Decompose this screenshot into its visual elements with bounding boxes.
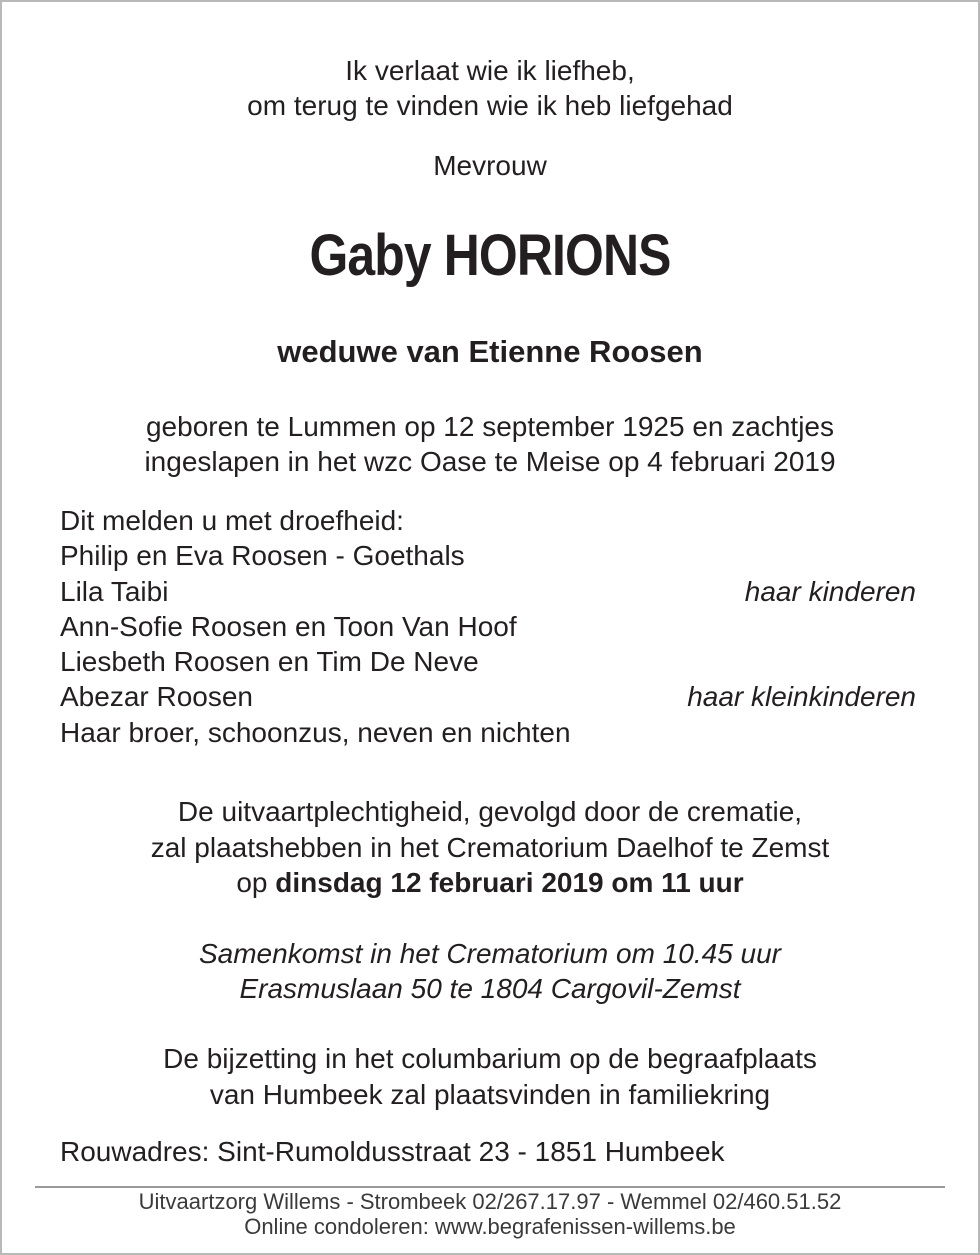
title-salutation: Mevrouw [433,150,547,181]
grandchildren-note: haar kleinkinderen [687,681,916,712]
quote-line-2: om terug te vinden wie ik heb liefgehad [247,90,733,121]
ceremony-date: dinsdag 12 februari 2019 om 11 uur [275,867,744,898]
ceremony-line-1: De uitvaartplechtigheid, gevolgd door de crematie, [177,796,803,827]
interment-line-1: De bijzetting in het columbarium op de begraafplaats [163,1043,817,1074]
mourning-address: Rouwadres: Sint-Rumoldusstraat 23 - 1851 Humbeek [60,1136,725,1167]
mourner-line: Philip en Eva Roosen - Goethals [60,540,465,571]
mourner-line: Lila Taibi [60,576,169,607]
quote-line-1: Ik verlaat wie ik liefheb, [345,55,635,86]
mourner-line: Liesbeth Roosen en Tim De Neve [60,646,479,677]
children-note: haar kinderen [744,576,916,607]
deceased-name: Gaby HORIONS [309,223,671,288]
gathering-line-1: Samenkomst in het Crematorium om 10.45 uur [198,938,782,969]
mourner-line: Abezar Roosen [60,681,254,712]
ceremony-line-3 [0,866,980,900]
birth-death-line-2: ingeslapen in het wzc Oase te Meise op 4 februari 2019 [144,446,836,477]
gathering-line-2: Erasmuslaan 50 te 1804 Cargovil-Zemst [239,973,741,1004]
ceremony-date-prefix: op [236,867,276,898]
footer-funeral-home: Uitvaartzorg Willems - Strombeek 02/267.17.97 - Wemmel 02/460.51.52 [138,1189,842,1214]
mourners-intro: Dit melden u met droefheid: [60,505,404,536]
ceremony-line-2: zal plaatshebben in het Crematorium Daelhof te Zemst [150,832,830,863]
birth-death-line-1: geboren te Lummen op 12 september 1925 en zachtjes [145,411,834,442]
mourner-line: Haar broer, schoonzus, neven en nichten [60,717,571,748]
interment-line-2: van Humbeek zal plaatsvinden in familiekring [209,1079,771,1110]
footer-divider [35,1186,945,1188]
widow-of: weduwe van Etienne Roosen [277,334,703,369]
mourner-line: Ann-Sofie Roosen en Toon Van Hoof [60,611,517,642]
footer-condolence-website: Online condoleren: www.begrafenissen-willems.be [244,1214,736,1239]
